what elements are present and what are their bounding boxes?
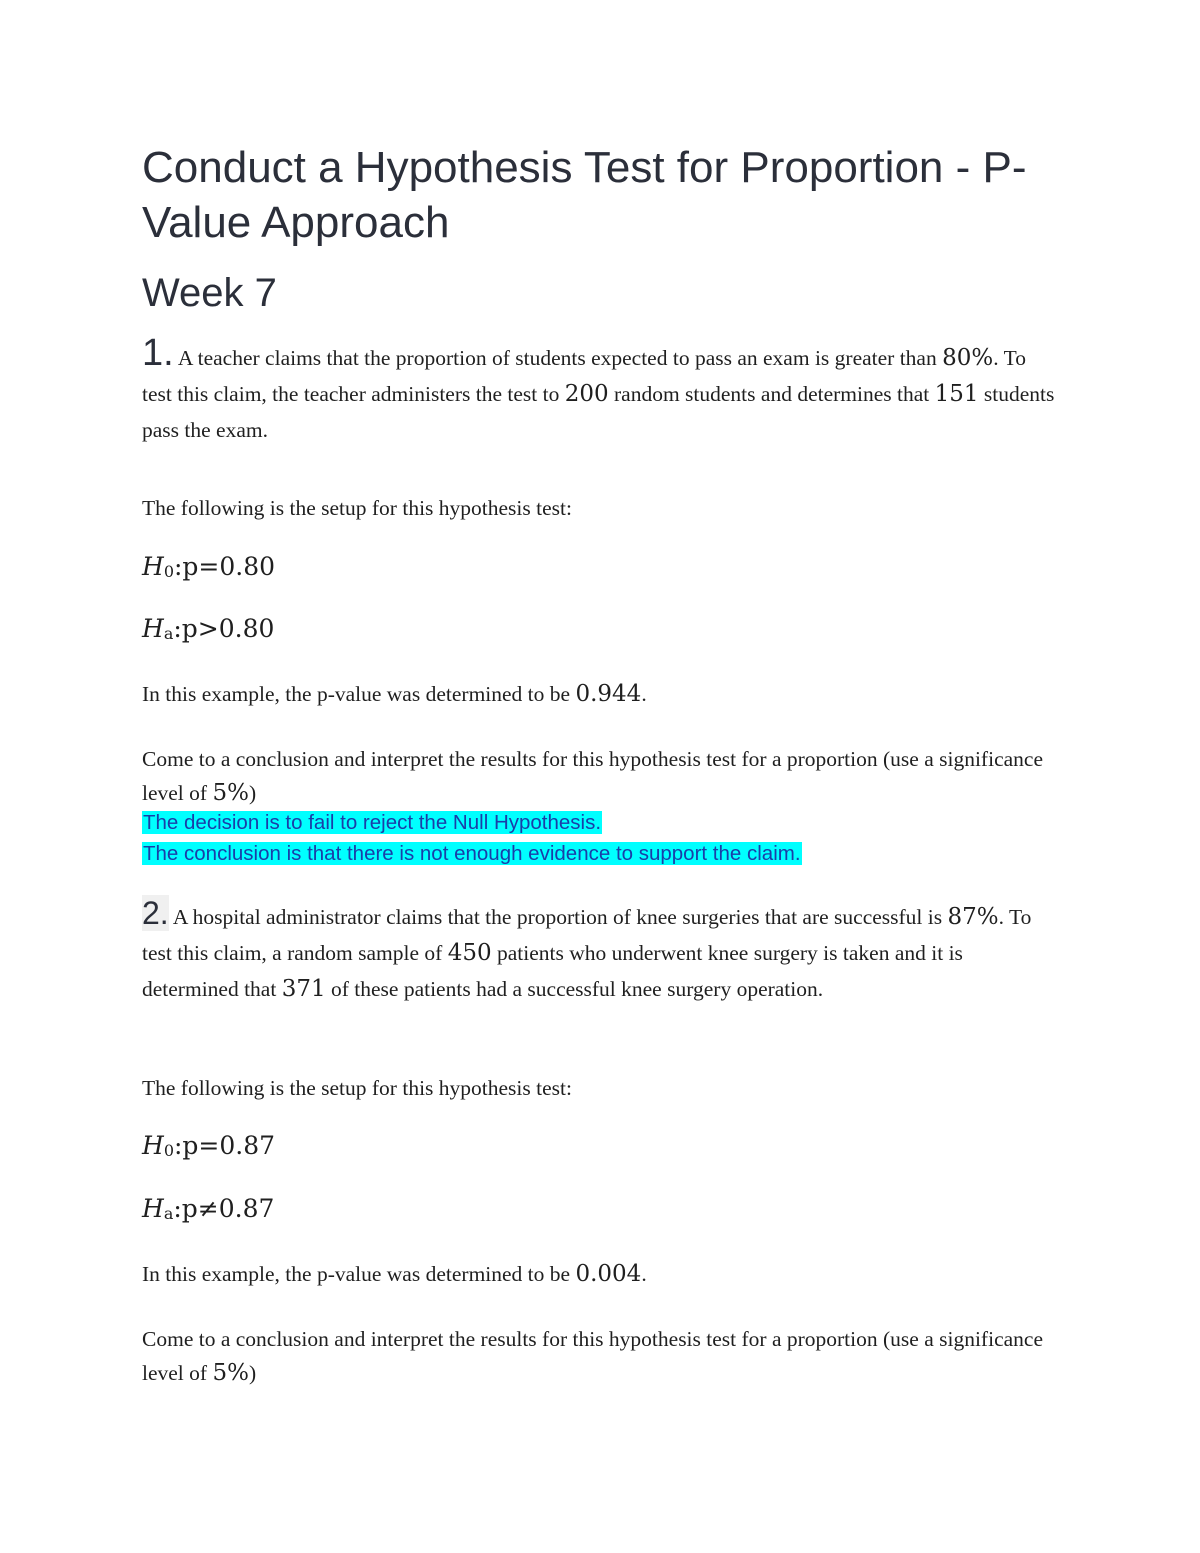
question-2-number: 2.: [142, 895, 169, 931]
question-1-pvalue: In this example, the p-value was determined to be 0.944.: [142, 681, 647, 707]
document-title: Conduct a Hypothesis Test for Proportion - P-Value Approach: [142, 143, 1027, 247]
question-1-text: 1. A teacher claims that the proportion of students expected to pass an exam is greater than 80%. To test this claim, the teacher administers the test to 200 random students and determines that 151 students pass the exam.: [142, 332, 1055, 442]
question-1-setup: The following is the setup for this hypothesis test:: [142, 496, 572, 520]
question-2-instruction: Come to a conclusion and interpret the results for this hypothesis test for a proportion (use a significance level of 5%): [142, 1327, 1043, 1386]
question-2-null-hypothesis: $H_0:p=0.87$: [142, 1131, 276, 1160]
question-1-answer-conclusion: The conclusion is that there is not enough evidence to support the claim.: [143, 842, 801, 865]
question-1-number: 1.: [142, 332, 174, 374]
question-1-instruction: Come to a conclusion and interpret the results for this hypothesis test for a proportion (use a significance level of 5%): [142, 747, 1043, 806]
question-2-pvalue: In this example, the p-value was determined to be 0.004.: [142, 1261, 647, 1287]
question-1-answer-decision: The decision is to fail to reject the Null Hypothesis.: [143, 811, 602, 834]
question-1-alt-hypothesis: $H_a:p>0.80$: [142, 614, 275, 643]
question-1-null-hypothesis: $H_0:p=0.80$: [142, 552, 276, 581]
question-2-text: 2. A hospital administrator claims that the proportion of knee surgeries that are successful is 87%. To test this claim, a random sample of 450 patients who underwent knee surgery is taken and it is determined that 371 of these patients had a successful knee surgery operation.: [142, 895, 1032, 1002]
week-heading: Week 7: [142, 271, 277, 315]
question-2-alt-hypothesis: $H_a:p\ne 0.87$: [142, 1194, 275, 1223]
question-2-setup: The following is the setup for this hypothesis test:: [142, 1076, 572, 1100]
